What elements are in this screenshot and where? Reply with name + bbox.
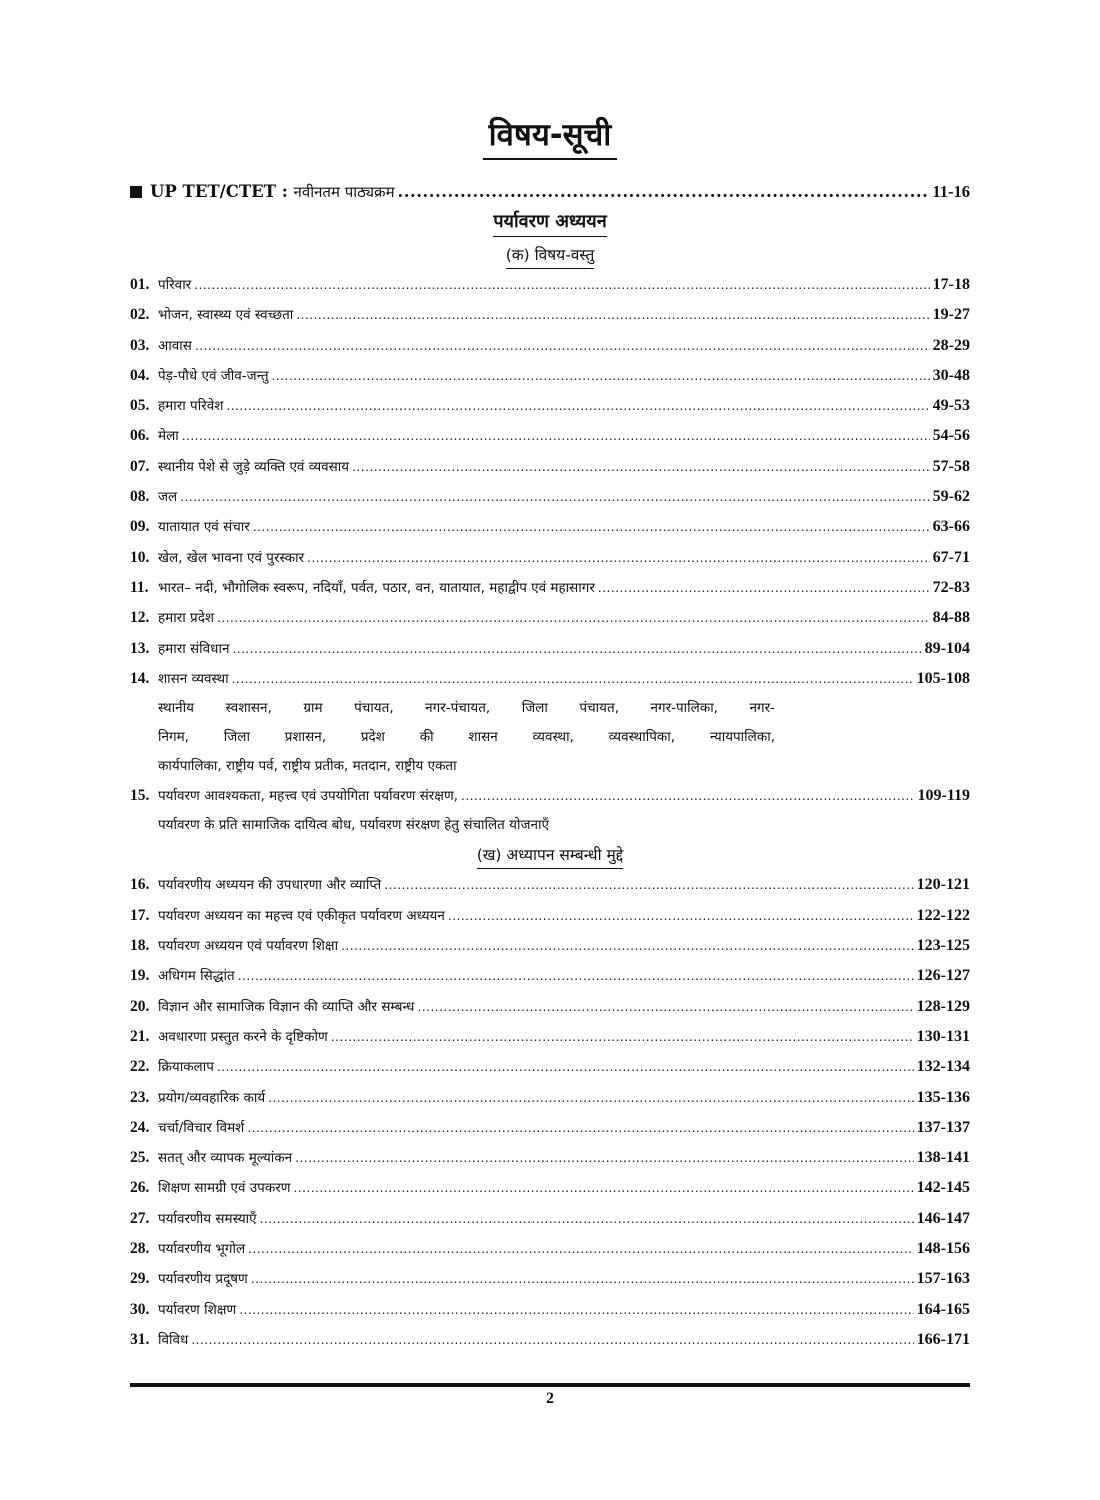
entry-number: 02. <box>130 306 150 324</box>
entry-title: पर्यावरणीय अध्ययन की उपधारणा और व्याप्ति <box>158 877 382 894</box>
toc-entry <box>130 992 970 1022</box>
toc-entry <box>130 603 970 633</box>
leader-dots <box>232 634 921 664</box>
entry-number: 28. <box>130 1240 150 1258</box>
toc-entry <box>130 1083 970 1113</box>
entry-pages: 142-145 <box>916 1179 970 1197</box>
syllabus-pages: 11-16 <box>932 182 970 201</box>
entry-pages: 49-53 <box>932 397 970 415</box>
entry-pages: 67-71 <box>932 548 970 566</box>
leader-dots <box>461 781 915 811</box>
leader-dots <box>238 961 914 991</box>
entry-title: क्रियाकलाप <box>158 1059 214 1076</box>
subject-heading: पर्यावरण अध्ययन <box>493 208 606 237</box>
leader-dots <box>307 543 930 573</box>
entry-pages: 138-141 <box>916 1149 970 1167</box>
entry-pages: 109-119 <box>917 787 970 805</box>
toc-entry <box>130 452 970 482</box>
leader-dots <box>217 603 930 633</box>
entry-pages: 84-88 <box>932 609 970 627</box>
entry-pages: 128-129 <box>916 997 970 1015</box>
section-a-heading-block <box>130 242 970 270</box>
entry-title: अवधारणा प्रस्तुत करने के दृष्टिकोण <box>158 1028 328 1045</box>
entry-title: हमारा संविधान <box>158 640 230 657</box>
entry-14-detail-line: कार्यपालिका, राष्ट्रीय पर्व, राष्ट्रीय प्रतीक, मतदान, राष्ट्रीय एकता <box>158 758 457 775</box>
page-title: विषय-सूची <box>483 112 618 160</box>
toc-entry <box>130 1295 970 1325</box>
entry-number: 03. <box>130 336 150 354</box>
toc-entry <box>130 870 970 900</box>
toc-entry <box>130 634 970 664</box>
entry-pages: 166-171 <box>916 1330 970 1348</box>
leader-dots <box>191 1325 913 1355</box>
entry-pages: 72-83 <box>932 578 970 596</box>
entry-title: जल <box>158 489 178 506</box>
entry-pages: 130-131 <box>916 1027 970 1045</box>
leader-dots <box>260 1204 914 1234</box>
entry-number: 24. <box>130 1118 150 1136</box>
toc-entry <box>130 961 970 991</box>
section-a-heading: (क) विषय-वस्तु <box>506 242 595 269</box>
toc-entry <box>130 1173 970 1203</box>
section-b-heading-block <box>130 842 970 870</box>
entry-pages: 28-29 <box>932 336 970 354</box>
entry-number: 17. <box>130 906 150 924</box>
toc-entry <box>130 300 970 330</box>
entry-number: 19. <box>130 967 150 985</box>
leader-dots <box>598 573 930 603</box>
toc-entry <box>130 331 970 361</box>
entry-pages: 135-136 <box>916 1088 970 1106</box>
toc-entry <box>130 1204 970 1234</box>
leader-dots <box>272 361 930 391</box>
entry-title: शासन व्यवस्था <box>158 670 229 687</box>
contents-page <box>130 112 970 1355</box>
entry-pages: 89-104 <box>924 639 970 657</box>
entry-number: 13. <box>130 639 150 657</box>
toc-entry <box>130 901 970 931</box>
toc-entry <box>130 1264 970 1294</box>
leader-dots <box>248 1234 914 1264</box>
footer-rule <box>130 1383 970 1387</box>
page-number: 2 <box>546 1390 554 1407</box>
entry-pages: 63-66 <box>932 518 970 536</box>
entry-title: भोजन, स्वास्थ्य एवं स्वच्छता <box>158 307 294 324</box>
entry-number: 07. <box>130 457 150 475</box>
entry-number: 04. <box>130 366 150 384</box>
syllabus-title: नवीनतम पाठ्यक्रम <box>293 183 395 201</box>
leader-dots <box>217 1052 914 1082</box>
entry-number: 10. <box>130 548 150 566</box>
syllabus-label <box>150 178 395 206</box>
entry-title: प्रयोग/व्यवहारिक कार्य <box>158 1089 266 1106</box>
toc-entry <box>130 482 970 512</box>
leader-dots <box>247 1113 913 1143</box>
toc-entry <box>130 361 970 391</box>
section-b-heading: (ख) अध्यापन सम्बन्धी मुद्दे <box>477 842 624 869</box>
leader-dots <box>180 482 930 512</box>
section-b-list <box>130 870 970 1355</box>
entry-title: स्थानीय पेशे से जुड़े व्यक्ति एवं व्यवसाय <box>158 458 350 475</box>
entry-title: पेड़-पौधे एवं जीव-जन्तु <box>158 367 269 384</box>
entry-title: शिक्षण सामग्री एवं उपकरण <box>158 1180 291 1197</box>
entry-title: यातायात एवं संचार <box>158 519 250 536</box>
entry-title: पर्यावरण अध्ययन एवं पर्यावरण शिक्षा <box>158 938 339 955</box>
entry-pages: 30-48 <box>932 366 970 384</box>
entry-pages: 57-58 <box>932 457 970 475</box>
title-block <box>130 112 970 164</box>
leader-dots <box>232 664 914 694</box>
toc-entry <box>130 512 970 542</box>
entry-number: 27. <box>130 1209 150 1227</box>
entry-pages: 157-163 <box>916 1270 970 1288</box>
entry-number: 05. <box>130 397 150 415</box>
entry-pages: 137-137 <box>916 1118 970 1136</box>
entry-number: 26. <box>130 1179 150 1197</box>
entry-15-detail-line: पर्यावरण के प्रति सामाजिक दायित्व बोध, पर्यावरण संरक्षण हेतु संचालित योजनाएँ <box>158 817 549 834</box>
syllabus-entry <box>130 178 970 206</box>
entry-pages: 59-62 <box>932 488 970 506</box>
leader-dots <box>448 901 914 931</box>
toc-entry <box>130 543 970 573</box>
leader-dots <box>251 1264 914 1294</box>
section-a-list <box>130 270 970 694</box>
toc-entry <box>130 1113 970 1143</box>
entry-title: भारत– नदी, भौगोलिक स्वरूप, नदियाँ, पर्वत, पठार, वन, यातायात, महाद्वीप एवं महासागर <box>158 579 595 596</box>
entry-14-detail-line: निगम, जिला प्रशासन, प्रदेश की शासन व्यवस्था, व्यवस्थापिका, न्यायपालिका, <box>158 729 775 746</box>
entry-number: 01. <box>130 276 150 293</box>
toc-entry <box>130 1052 970 1082</box>
entry-number: 23. <box>130 1088 150 1106</box>
leader-dots <box>182 421 930 451</box>
entry-number: 18. <box>130 937 150 955</box>
leader-dots <box>341 931 914 961</box>
entry-pages: 19-27 <box>932 306 970 324</box>
toc-entry <box>130 1234 970 1264</box>
entry-pages: 132-134 <box>916 1058 970 1076</box>
entry-title: मेला <box>158 428 179 445</box>
toc-entry <box>130 781 970 811</box>
leader-dots <box>268 1083 914 1113</box>
leader-dots <box>352 452 930 482</box>
entry-pages: 120-121 <box>916 876 970 894</box>
entry-pages: 126-127 <box>916 967 970 985</box>
entry-pages: 105-108 <box>916 669 970 687</box>
entry-number: 22. <box>130 1058 150 1076</box>
entry-title: पर्यावरण आवश्यकता, महत्त्व एवं उपयोगिता पर्यावरण संरक्षण, <box>158 788 459 805</box>
entry-number: 30. <box>130 1300 150 1318</box>
entry-title: विविध <box>158 1331 189 1348</box>
leader-dots <box>226 391 929 421</box>
entry-number: 11. <box>130 578 149 596</box>
entry-number: 21. <box>130 1027 150 1045</box>
entry-title: आवास <box>158 337 192 354</box>
entry-number: 09. <box>130 518 150 536</box>
entry-number: 31. <box>130 1330 150 1348</box>
entry-title: सतत् और व्यापक मूल्यांकन <box>158 1150 293 1167</box>
leader-dots <box>398 178 930 206</box>
entry-title: पर्यावरणीय भूगोल <box>158 1241 246 1258</box>
leader-dots <box>296 300 929 330</box>
leader-dots <box>253 512 930 542</box>
entry-title: हमारा प्रदेश <box>158 610 215 627</box>
entry-pages: 17-18 <box>932 276 970 293</box>
entry-title: खेल, खेल भावना एवं पुरस्कार <box>158 549 305 566</box>
entry-number: 12. <box>130 609 150 627</box>
toc-entry <box>130 1143 970 1173</box>
toc-entry <box>130 421 970 451</box>
entry-number: 06. <box>130 427 150 445</box>
leader-dots <box>295 1143 914 1173</box>
leader-dots <box>239 1295 913 1325</box>
toc-entry <box>130 270 970 300</box>
leader-dots <box>194 270 929 300</box>
entry-pages: 122-122 <box>916 906 970 924</box>
leader-dots <box>384 870 913 900</box>
entry-title: पर्यावरणीय समस्याएँ <box>158 1210 257 1227</box>
toc-entry <box>130 573 970 603</box>
subject-heading-block <box>130 208 970 240</box>
toc-entry <box>130 1325 970 1355</box>
leader-dots <box>293 1173 913 1203</box>
entry-title: विज्ञान और सामाजिक विज्ञान की व्याप्ति और सम्बन्ध <box>158 998 415 1015</box>
toc-entry <box>130 1022 970 1052</box>
entry-number: 15. <box>130 787 150 805</box>
entry-title: पर्यावरण शिक्षण <box>158 1301 237 1318</box>
entry-title: चर्चा/विचार विमर्श <box>158 1119 245 1136</box>
entry-number: 25. <box>130 1149 150 1167</box>
entry-pages: 123-125 <box>916 937 970 955</box>
entry-pages: 164-165 <box>916 1300 970 1318</box>
entry-title: पर्यावरणीय प्रदूषण <box>158 1271 248 1288</box>
leader-dots <box>331 1022 914 1052</box>
entry-number: 16. <box>130 876 150 894</box>
syllabus-prefix: UP TET/CTET : <box>150 182 294 201</box>
entry-title: पर्यावरण अध्ययन का महत्त्व एवं एकीकृत पर्यावरण अध्ययन <box>158 907 445 924</box>
toc-entry <box>130 931 970 961</box>
toc-entry <box>130 664 970 694</box>
entry-pages: 54-56 <box>932 427 970 445</box>
entry-title: हमारा परिवेश <box>158 398 224 415</box>
square-bullet-icon <box>130 186 142 198</box>
entry-title: परिवार <box>158 277 192 293</box>
entry-pages: 148-156 <box>916 1240 970 1258</box>
entry-title: अधिगम सिद्धांत <box>158 968 235 985</box>
entry-pages: 146-147 <box>916 1209 970 1227</box>
entry-14-detail-line: स्थानीय स्वशासन, ग्राम पंचायत, नगर-पंचायत, जिला पंचायत, नगर-पालिका, नगर- <box>158 700 775 717</box>
entry-number: 20. <box>130 997 150 1015</box>
leader-dots <box>418 992 914 1022</box>
toc-entry <box>130 391 970 421</box>
leader-dots <box>195 331 930 361</box>
entry-number: 14. <box>130 669 150 687</box>
entry-number: 29. <box>130 1270 150 1288</box>
entry-number: 08. <box>130 488 150 506</box>
